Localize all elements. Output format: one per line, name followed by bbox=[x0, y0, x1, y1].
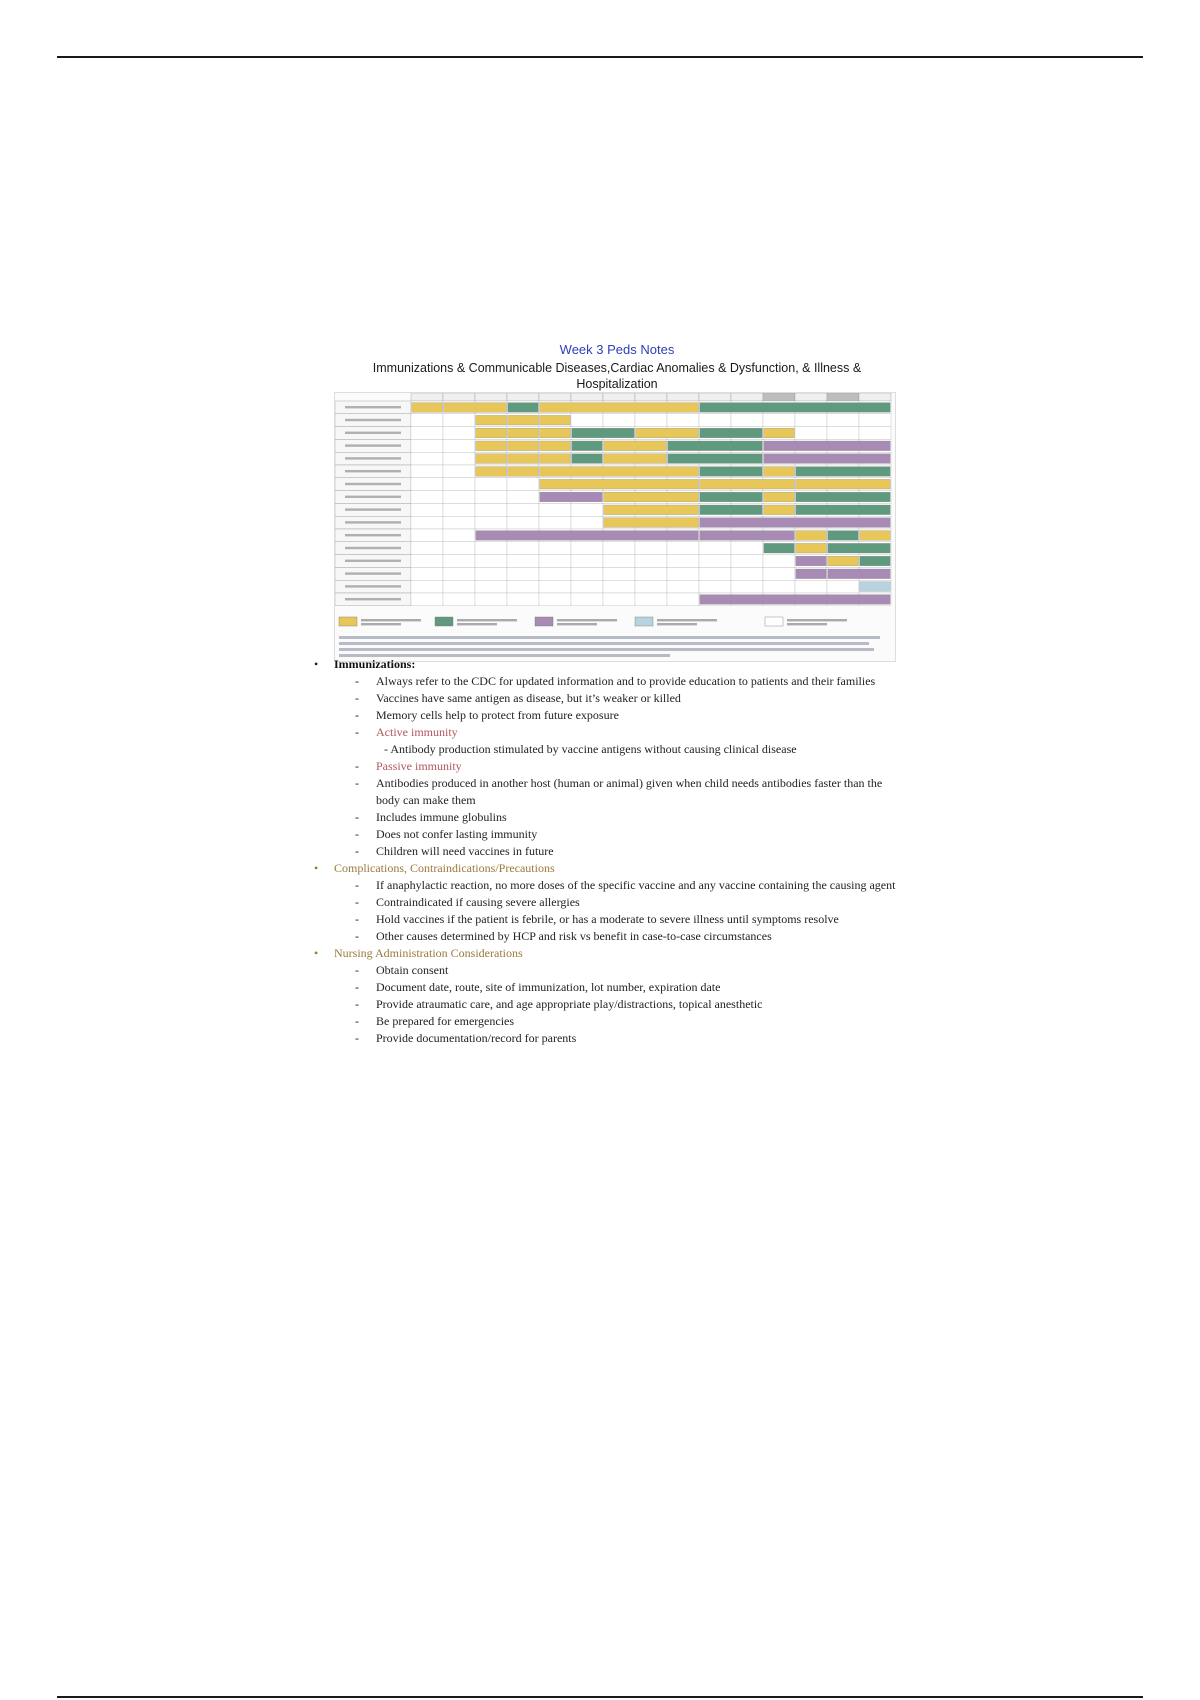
legend-swatch bbox=[435, 617, 453, 626]
document-page-image bbox=[252, 262, 982, 1172]
grid-cell bbox=[411, 593, 443, 606]
list-item-text: Does not confer lasting immunity bbox=[376, 827, 538, 841]
schedule-bar bbox=[700, 403, 890, 413]
legend-text-line bbox=[657, 619, 717, 621]
list-item bbox=[312, 877, 902, 894]
schedule-bar bbox=[700, 595, 890, 605]
grid-label-line bbox=[345, 534, 401, 536]
grid-cell bbox=[475, 516, 507, 529]
grid-cell bbox=[603, 414, 635, 427]
schedule-bar bbox=[508, 454, 538, 464]
schedule-bar bbox=[668, 441, 762, 451]
grid-cell bbox=[443, 542, 475, 555]
legend-text-line bbox=[787, 619, 847, 621]
grid-cell bbox=[443, 439, 475, 452]
legend-text-line bbox=[457, 619, 517, 621]
grid-label-line bbox=[345, 457, 401, 459]
grid-cell bbox=[443, 414, 475, 427]
schedule-bar bbox=[764, 543, 794, 553]
grid-cell bbox=[827, 427, 859, 440]
grid-cell bbox=[507, 567, 539, 580]
bullet-icon: • bbox=[314, 657, 319, 671]
grid-cell bbox=[507, 478, 539, 491]
legend-text-line bbox=[361, 619, 421, 621]
header-rule bbox=[57, 56, 1143, 58]
grid-cell bbox=[571, 542, 603, 555]
list-item-text: Document date, route, site of immunization, lot number, expiration date bbox=[376, 980, 721, 994]
grid-cell bbox=[667, 555, 699, 568]
schedule-bar bbox=[668, 454, 762, 464]
grid-header-cell bbox=[443, 393, 475, 401]
list-item bbox=[312, 962, 902, 979]
legend-text-line bbox=[557, 623, 597, 625]
grid-cell bbox=[699, 414, 731, 427]
grid-cell bbox=[443, 555, 475, 568]
grid-cell bbox=[507, 491, 539, 504]
grid-cell bbox=[507, 593, 539, 606]
grid-cell bbox=[635, 542, 667, 555]
dash-icon: - bbox=[355, 980, 359, 994]
list-item bbox=[312, 758, 902, 775]
grid-cell bbox=[411, 465, 443, 478]
legend-text-line bbox=[657, 623, 697, 625]
schedule-bar bbox=[476, 428, 506, 438]
grid-cell bbox=[443, 567, 475, 580]
grid-cell bbox=[763, 414, 795, 427]
grid-cell bbox=[699, 555, 731, 568]
grid-cell bbox=[571, 567, 603, 580]
dash-icon: - bbox=[355, 810, 359, 824]
grid-cell bbox=[635, 567, 667, 580]
schedule-bar bbox=[572, 428, 634, 438]
grid-cell bbox=[475, 503, 507, 516]
grid-cell bbox=[475, 567, 507, 580]
grid-label-line bbox=[345, 470, 401, 472]
schedule-bar bbox=[700, 428, 762, 438]
grid-cell bbox=[571, 593, 603, 606]
schedule-bar bbox=[412, 403, 442, 413]
grid-cell bbox=[731, 580, 763, 593]
grid-label-line bbox=[345, 560, 401, 562]
dash-icon: - bbox=[355, 895, 359, 909]
grid-cell bbox=[795, 580, 827, 593]
grid-cell bbox=[763, 555, 795, 568]
grid-label-line bbox=[345, 585, 401, 587]
schedule-bar bbox=[508, 467, 538, 477]
list-item bbox=[312, 707, 902, 724]
schedule-bar bbox=[508, 428, 538, 438]
schedule-bar bbox=[860, 531, 890, 541]
grid-cell bbox=[443, 465, 475, 478]
grid-cell bbox=[507, 516, 539, 529]
schedule-bar bbox=[604, 518, 698, 528]
schedule-bar bbox=[764, 454, 890, 464]
legend-text-line bbox=[787, 623, 827, 625]
schedule-bar bbox=[572, 441, 602, 451]
list-item bbox=[312, 1013, 902, 1030]
list-item bbox=[312, 996, 902, 1013]
grid-cell bbox=[827, 414, 859, 427]
list-item-text: Provide atraumatic care, and age appropriate play/distractions, topical anesthetic bbox=[376, 997, 763, 1011]
dash-icon: - bbox=[355, 997, 359, 1011]
legend-text-line bbox=[361, 623, 401, 625]
grid-cell bbox=[411, 516, 443, 529]
grid-header-cell bbox=[635, 393, 667, 401]
list-item bbox=[312, 1030, 902, 1047]
grid-header-cell bbox=[411, 393, 443, 401]
grid-cell bbox=[411, 580, 443, 593]
grid-cell bbox=[507, 542, 539, 555]
grid-cell bbox=[827, 580, 859, 593]
grid-cell bbox=[667, 542, 699, 555]
grid-cell bbox=[443, 593, 475, 606]
schedule-bar bbox=[796, 479, 890, 489]
legend-swatch bbox=[535, 617, 553, 626]
grid-label-line bbox=[345, 406, 401, 408]
grid-cell bbox=[411, 555, 443, 568]
schedule-bar bbox=[700, 505, 762, 515]
list-item-text: Hold vaccines if the patient is febrile, or has a moderate to severe illness until symptoms resolve bbox=[376, 912, 839, 926]
schedule-bar bbox=[828, 556, 858, 566]
grid-cell bbox=[539, 555, 571, 568]
dash-icon: - bbox=[355, 691, 359, 705]
schedule-bar bbox=[764, 441, 890, 451]
grid-cell bbox=[667, 414, 699, 427]
grid-cell bbox=[475, 593, 507, 606]
grid-label-line bbox=[345, 432, 401, 434]
schedule-bar bbox=[796, 531, 826, 541]
grid-header-cell bbox=[699, 393, 731, 401]
grid-header-cell bbox=[859, 393, 891, 401]
schedule-legend bbox=[335, 615, 895, 629]
grid-cell bbox=[443, 529, 475, 542]
list-item bbox=[312, 775, 902, 809]
grid-cell bbox=[475, 478, 507, 491]
dash-icon: - bbox=[355, 963, 359, 977]
list-item-text: Obtain consent bbox=[376, 963, 449, 977]
grid-cell bbox=[539, 567, 571, 580]
grid-cell bbox=[571, 414, 603, 427]
grid-cell bbox=[635, 593, 667, 606]
grid-header-cell bbox=[763, 393, 795, 401]
grid-cell bbox=[443, 503, 475, 516]
grid-header-cell bbox=[507, 393, 539, 401]
grid-cell bbox=[699, 542, 731, 555]
grid-header-cell bbox=[475, 393, 507, 401]
schedule-bar bbox=[604, 441, 666, 451]
section-heading-text: Complications, Contraindications/Precautions bbox=[334, 861, 555, 875]
schedule-bar bbox=[604, 454, 666, 464]
grid-cell bbox=[475, 542, 507, 555]
list-item-text: Antibodies produced in another host (human or animal) given when child needs antibodies faster than the body can make them bbox=[376, 776, 883, 807]
dash-icon: - bbox=[355, 1014, 359, 1028]
grid-cell bbox=[603, 555, 635, 568]
schedule-bar bbox=[540, 454, 570, 464]
grid-cell bbox=[699, 567, 731, 580]
grid-cell bbox=[539, 593, 571, 606]
grid-cell bbox=[443, 580, 475, 593]
schedule-bar bbox=[700, 479, 794, 489]
schedule-bar bbox=[444, 403, 506, 413]
grid-header-cell bbox=[795, 393, 827, 401]
grid-cell bbox=[731, 414, 763, 427]
dash-icon: - bbox=[355, 912, 359, 926]
footer-rule bbox=[57, 1696, 1143, 1698]
schedule-bar bbox=[700, 492, 762, 502]
grid-cell bbox=[411, 427, 443, 440]
schedule-bar bbox=[476, 415, 506, 425]
list-item bbox=[312, 724, 902, 741]
list-item bbox=[312, 894, 902, 911]
grid-header-cell bbox=[731, 393, 763, 401]
grid-label-line bbox=[345, 496, 401, 498]
list-item-text: Passive immunity bbox=[376, 759, 462, 773]
section-heading bbox=[312, 860, 902, 877]
grid-cell bbox=[411, 529, 443, 542]
grid-cell bbox=[731, 567, 763, 580]
schedule-grid bbox=[335, 393, 895, 615]
grid-cell bbox=[571, 516, 603, 529]
dash-icon: - bbox=[355, 776, 359, 790]
section-heading bbox=[312, 656, 902, 673]
schedule-bar bbox=[828, 531, 858, 541]
schedule-bar bbox=[764, 467, 794, 477]
schedule-bar bbox=[796, 556, 826, 566]
schedule-bar bbox=[476, 454, 506, 464]
schedule-bar bbox=[508, 441, 538, 451]
grid-cell bbox=[507, 503, 539, 516]
grid-label-line bbox=[345, 444, 401, 446]
section-heading-text: Immunizations: bbox=[334, 657, 416, 671]
schedule-bar bbox=[508, 403, 538, 413]
grid-header-cell bbox=[667, 393, 699, 401]
grid-cell bbox=[731, 542, 763, 555]
schedule-bar bbox=[700, 531, 794, 541]
list-item-text: Memory cells help to protect from future exposure bbox=[376, 708, 619, 722]
schedule-bar bbox=[796, 505, 890, 515]
schedule-bar bbox=[796, 467, 890, 477]
grid-cell bbox=[443, 491, 475, 504]
schedule-bar bbox=[540, 415, 570, 425]
list-item bbox=[312, 843, 902, 860]
grid-cell bbox=[411, 452, 443, 465]
legend-swatch bbox=[635, 617, 653, 626]
schedule-bar bbox=[860, 582, 890, 592]
list-item-text: Always refer to the CDC for updated information and to provide education to patients and their families bbox=[376, 674, 876, 688]
grid-cell bbox=[603, 542, 635, 555]
list-item bbox=[312, 928, 902, 945]
legend-text-line bbox=[457, 623, 497, 625]
grid-cell bbox=[539, 542, 571, 555]
list-item bbox=[312, 690, 902, 707]
list-item-text: Contraindicated if causing severe allergies bbox=[376, 895, 580, 909]
list-item-text: Active immunity bbox=[376, 725, 458, 739]
document-title: Week 3 Peds Notes bbox=[559, 342, 675, 357]
grid-label-line bbox=[345, 598, 401, 600]
list-item-text: Includes immune globulins bbox=[376, 810, 507, 824]
list-item-text: Other causes determined by HCP and risk vs benefit in case-to-case circumstances bbox=[376, 929, 772, 943]
grid-cell bbox=[539, 580, 571, 593]
grid-cell bbox=[507, 580, 539, 593]
grid-cell bbox=[507, 555, 539, 568]
list-item bbox=[312, 741, 902, 758]
schedule-bar bbox=[540, 467, 698, 477]
schedule-bar bbox=[476, 467, 506, 477]
schedule-bar bbox=[476, 441, 506, 451]
list-item-text: Children will need vaccines in future bbox=[376, 844, 554, 858]
grid-cell bbox=[475, 580, 507, 593]
grid-cell bbox=[443, 478, 475, 491]
list-item bbox=[312, 911, 902, 928]
schedule-bar bbox=[540, 479, 698, 489]
list-item-text: If anaphylactic reaction, no more doses of the specific vaccine and any vaccine containing the causing agent bbox=[376, 878, 896, 892]
grid-label-line bbox=[345, 572, 401, 574]
grid-cell bbox=[411, 414, 443, 427]
schedule-bar bbox=[540, 492, 602, 502]
schedule-bar bbox=[796, 543, 826, 553]
grid-cell bbox=[699, 580, 731, 593]
list-item bbox=[312, 673, 902, 690]
list-item bbox=[312, 979, 902, 996]
schedule-bar bbox=[700, 518, 890, 528]
schedule-bar bbox=[604, 505, 698, 515]
grid-header-cell bbox=[539, 393, 571, 401]
grid-cell bbox=[763, 567, 795, 580]
dash-icon: - bbox=[355, 759, 359, 773]
grid-cell bbox=[411, 503, 443, 516]
schedule-bar bbox=[828, 569, 890, 579]
grid-cell bbox=[795, 427, 827, 440]
list-item-text: Provide documentation/record for parents bbox=[376, 1031, 577, 1045]
grid-label-line bbox=[345, 547, 401, 549]
schedule-bar bbox=[540, 428, 570, 438]
grid-cell bbox=[571, 503, 603, 516]
grid-cell bbox=[443, 516, 475, 529]
legend-text-line bbox=[557, 619, 617, 621]
grid-cell bbox=[859, 414, 891, 427]
document-subtitle: Immunizations & Communicable Diseases,Cardiac Anomalies & Dysfunction, & Illness & Hospitalization bbox=[372, 361, 862, 391]
grid-cell bbox=[635, 555, 667, 568]
grid-cell bbox=[667, 580, 699, 593]
grid-cell bbox=[411, 567, 443, 580]
grid-cell bbox=[475, 555, 507, 568]
section-heading bbox=[312, 945, 902, 962]
schedule-bar bbox=[636, 428, 698, 438]
schedule-bar bbox=[796, 569, 826, 579]
immunization-schedule-figure bbox=[334, 392, 896, 662]
grid-cell bbox=[411, 439, 443, 452]
legend-swatch bbox=[765, 617, 783, 626]
list-item-text: Vaccines have same antigen as disease, but it’s weaker or killed bbox=[376, 691, 681, 705]
grid-cell bbox=[443, 452, 475, 465]
grid-label-line bbox=[345, 419, 401, 421]
list-item-text: Be prepared for emergencies bbox=[376, 1014, 515, 1028]
grid-cell bbox=[603, 567, 635, 580]
grid-header-cell bbox=[827, 393, 859, 401]
schedule-bar bbox=[764, 505, 794, 515]
schedule-bar bbox=[764, 492, 794, 502]
grid-cell bbox=[603, 593, 635, 606]
grid-cell bbox=[411, 542, 443, 555]
dash-icon: - bbox=[355, 844, 359, 858]
schedule-bar bbox=[700, 467, 762, 477]
grid-label-line bbox=[345, 521, 401, 523]
schedule-bar bbox=[572, 454, 602, 464]
grid-cell bbox=[635, 414, 667, 427]
grid-cell bbox=[411, 478, 443, 491]
grid-cell bbox=[763, 580, 795, 593]
list-item-text: - Antibody production stimulated by vaccine antigens without causing clinical disease bbox=[384, 742, 797, 756]
schedule-bar bbox=[540, 403, 698, 413]
schedule-bar bbox=[476, 531, 698, 541]
grid-cell bbox=[795, 414, 827, 427]
grid-cell bbox=[539, 503, 571, 516]
dash-icon: - bbox=[355, 674, 359, 688]
dash-icon: - bbox=[355, 1031, 359, 1045]
grid-cell bbox=[411, 491, 443, 504]
grid-cell bbox=[571, 580, 603, 593]
bullet-icon: • bbox=[314, 861, 319, 875]
legend-swatch bbox=[339, 617, 357, 626]
grid-header-cell bbox=[603, 393, 635, 401]
list-item bbox=[312, 826, 902, 843]
grid-cell bbox=[475, 491, 507, 504]
dash-icon: - bbox=[355, 708, 359, 722]
bullet-icon: • bbox=[314, 946, 319, 960]
grid-cell bbox=[635, 580, 667, 593]
grid-header-cell bbox=[571, 393, 603, 401]
grid-cell bbox=[859, 427, 891, 440]
schedule-bar bbox=[540, 441, 570, 451]
grid-cell bbox=[571, 555, 603, 568]
grid-cell bbox=[667, 593, 699, 606]
schedule-bar bbox=[508, 415, 538, 425]
list-item bbox=[312, 809, 902, 826]
notes-body bbox=[312, 656, 902, 1047]
schedule-bar bbox=[860, 556, 890, 566]
schedule-bar bbox=[764, 428, 794, 438]
dash-icon: - bbox=[355, 827, 359, 841]
dash-icon: - bbox=[355, 878, 359, 892]
grid-cell bbox=[539, 516, 571, 529]
schedule-bar bbox=[604, 492, 698, 502]
grid-cell bbox=[731, 555, 763, 568]
dash-icon: - bbox=[355, 725, 359, 739]
grid-label-line bbox=[345, 483, 401, 485]
schedule-bar bbox=[828, 543, 890, 553]
grid-label-line bbox=[345, 508, 401, 510]
section-heading-text: Nursing Administration Considerations bbox=[334, 946, 523, 960]
grid-cell bbox=[603, 580, 635, 593]
grid-cell bbox=[667, 567, 699, 580]
dash-icon: - bbox=[355, 929, 359, 943]
schedule-bar bbox=[796, 492, 890, 502]
grid-cell bbox=[443, 427, 475, 440]
